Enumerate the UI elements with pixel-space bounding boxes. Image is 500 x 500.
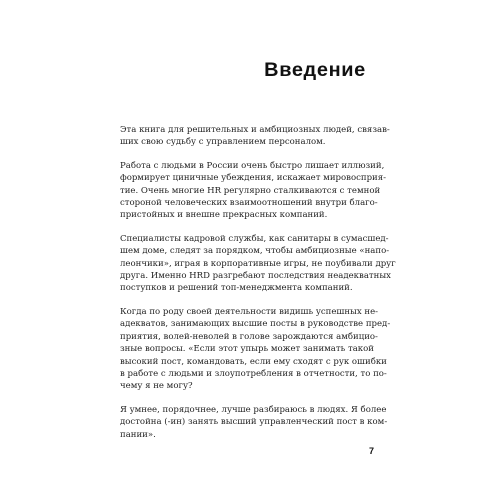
text-line: Когда по роду своей деятельности видишь успешных не-	[120, 306, 379, 317]
text-line: пристойных и внешне прекрасных компаний.	[120, 210, 328, 221]
text-line: достойна (-ин) занять высший управленческий пост в ком-	[120, 417, 388, 428]
paragraph-1	[120, 124, 390, 149]
text-line: приятия, волей-неволей в голове зарождаются амбицио-	[120, 331, 378, 342]
text-line: чему я не могу?	[120, 381, 193, 392]
text-line: пании».	[120, 429, 156, 440]
chapter-title: Введение	[264, 60, 366, 81]
page-number: 7	[369, 446, 375, 456]
text-line: высокий пост, командовать, если ему сходят с рук ошибки	[120, 356, 387, 367]
text-line: в работе с людьми и злоупотребления в отчетности, то по-	[120, 368, 387, 379]
text-line: тие. Очень многие HR регулярно сталкиваются с темной	[120, 185, 381, 196]
paragraph-3	[120, 233, 396, 295]
text-line: поступков и решений топ-менеджмента компаний.	[120, 283, 353, 294]
paragraph-2	[120, 160, 387, 222]
paragraph-5	[120, 404, 388, 441]
paragraph-4	[120, 306, 391, 393]
text-line: зные вопросы. «Если этот упырь может занимать такой	[120, 344, 374, 355]
text-line: Я умнее, порядочнее, лучше разбираюсь в людях. Я более	[120, 404, 387, 415]
text-line: адекватов, занимающих высшие посты в руководстве пред-	[120, 319, 391, 330]
text-line: стороной человеческих взаимоотношений внутри благо-	[120, 198, 378, 209]
text-line: ших свою судьбу с управлением персоналом.	[120, 137, 326, 148]
text-line: Работа с людьми в России очень быстро лишает иллюзий,	[120, 160, 385, 171]
text-line: Специалисты кадровой службы, как санитары в сумасшед-	[120, 233, 389, 244]
text-line: Эта книга для решительных и амбициозных людей, связав-	[120, 125, 390, 135]
text-line: формирует циничные убеждения, искажает мировосприя-	[120, 173, 387, 184]
text-line: друга. Именно HRD разгребают последствия неадекватных	[120, 271, 391, 282]
body-text	[120, 124, 396, 452]
text-line: леончики», играя в корпоративные игры, не поубивали друг	[120, 258, 396, 269]
text-line: шем доме, следят за порядком, чтобы амбициозные «напо-	[120, 246, 390, 257]
